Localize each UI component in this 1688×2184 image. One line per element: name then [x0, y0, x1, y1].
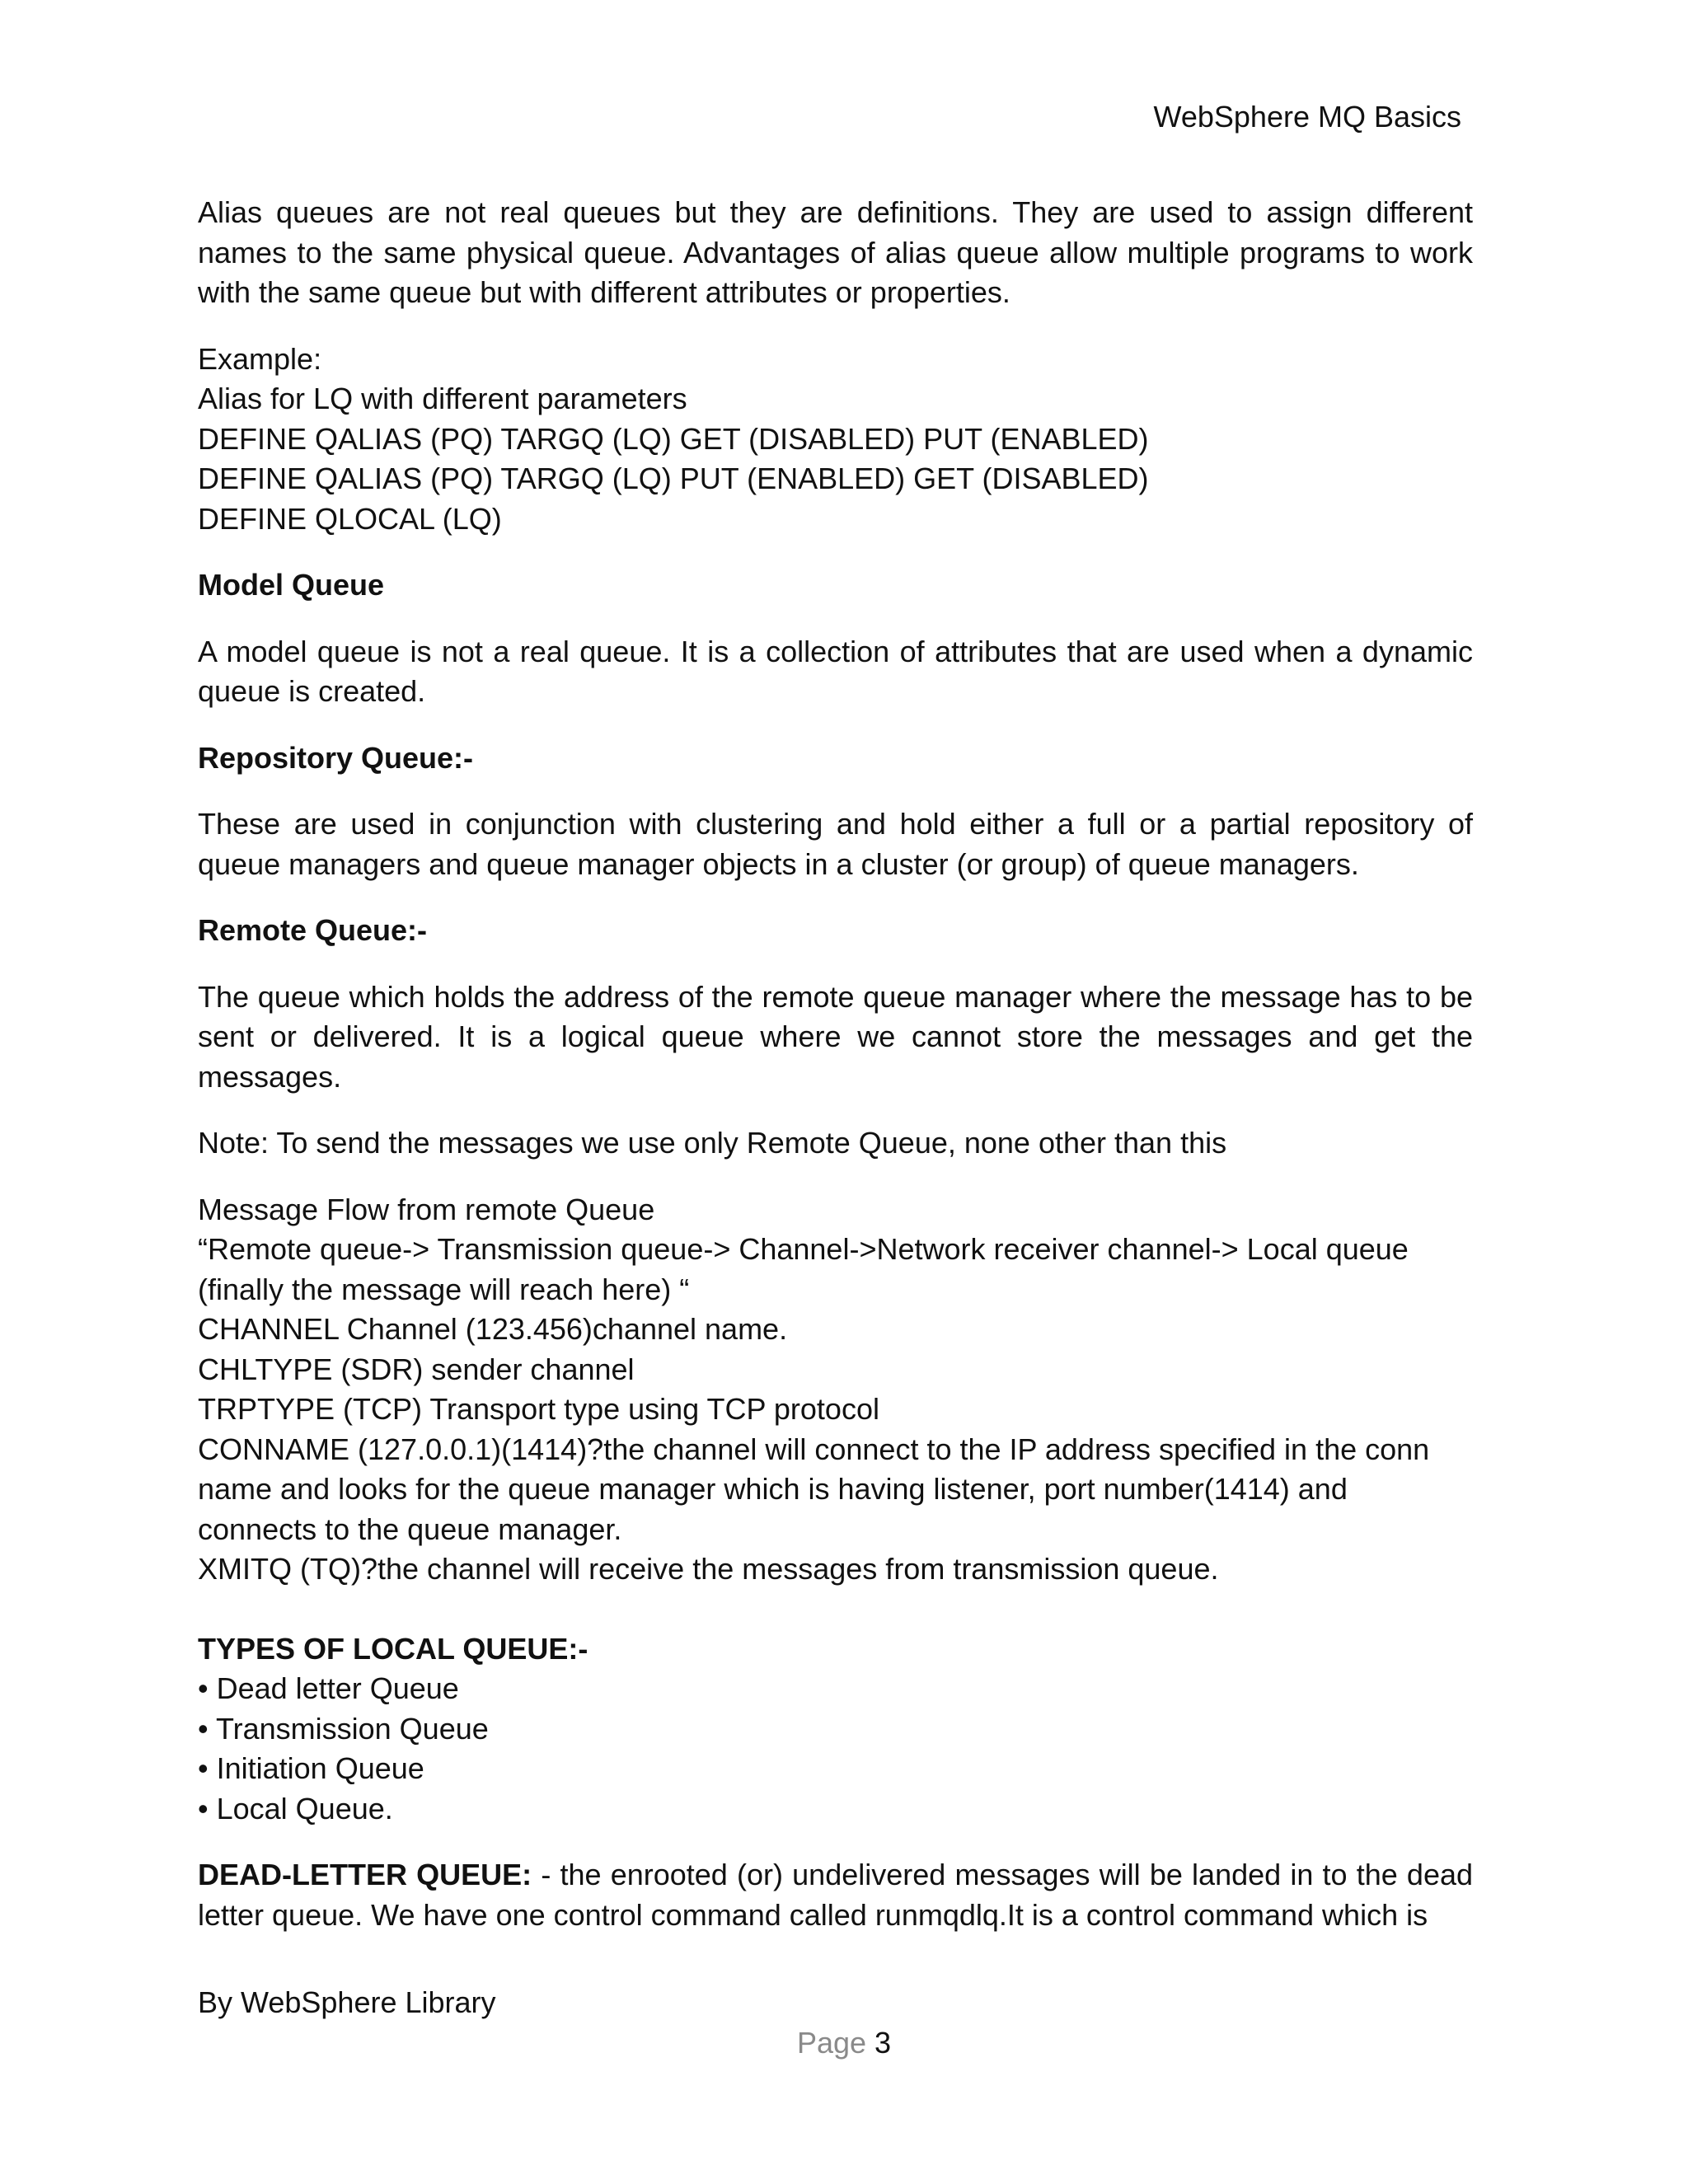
message-flow-line: CONNAME (127.0.0.1)(1414)?the channel will connect to the IP address specified in the conn	[198, 1432, 1430, 1466]
local-queue-type-item: • Dead letter Queue	[198, 1671, 459, 1705]
repository-queue-paragraph: These are used in conjunction with clustering and hold either a full or a partial repository of queue managers and queue manager objects in a cluster (or group) of queue managers.	[198, 807, 1473, 881]
local-queue-type-item: • Local Queue.	[198, 1791, 393, 1825]
alias-queue-paragraph: Alias queues are not real queues but they are definitions. They are used to assign different names to the same physical queue. Advantages of alias queue allow multiple programs to work with the same queue but with different attributes or properties.	[198, 195, 1473, 309]
page-label: Page	[796, 2026, 867, 2060]
footer-author: By WebSphere Library	[198, 1985, 496, 2019]
repository-queue-heading: Repository Queue:-	[198, 740, 474, 775]
example-block	[198, 340, 1473, 540]
message-flow-line: Message Flow from remote Queue	[198, 1192, 655, 1226]
message-flow-line: TRPTYPE (TCP) Transport type using TCP protocol	[198, 1392, 879, 1426]
example-line: Alias for LQ with different parameters	[198, 382, 687, 415]
page-number: 3	[874, 2026, 892, 2060]
blank-line	[198, 1590, 1473, 1629]
example-line: DEFINE QLOCAL (LQ)	[198, 501, 502, 536]
message-flow-line: name and looks for the queue manager which is having listener, port number(1414) and	[198, 1472, 1348, 1506]
example-line: DEFINE QALIAS (PQ) TARGQ (LQ) GET (DISABLED) PUT (ENABLED)	[198, 421, 1149, 456]
message-flow-line: (finally the message will reach here) “	[198, 1272, 690, 1306]
example-line: DEFINE QALIAS (PQ) TARGQ (LQ) PUT (ENABLED) GET (DISABLED)	[198, 462, 1149, 495]
dead-letter-text: - the enrooted (or) undelivered messages will be landed in to the dead letter queue. We have one control command called runmqdlq.It is a control command which is	[198, 1858, 1474, 1932]
model-queue-heading: Model Queue	[198, 568, 385, 602]
page-number-footer	[0, 2023, 1688, 2063]
example-line: Example:	[198, 341, 322, 376]
running-header: WebSphere MQ Basics	[1153, 100, 1461, 134]
message-flow-block	[198, 1190, 1473, 1830]
local-queue-type-item: • Transmission Queue	[198, 1711, 489, 1746]
remote-queue-heading: Remote Queue:-	[198, 913, 428, 947]
message-flow-line: connects to the queue manager.	[198, 1511, 622, 1546]
local-queue-types-heading: TYPES OF LOCAL QUEUE:-	[198, 1631, 588, 1666]
dead-letter-heading: DEAD-LETTER QUEUE:	[198, 1858, 532, 1891]
remote-queue-paragraph: The queue which holds the address of the remote queue manager where the message has to be sent or delivered. It is a logical queue where we cannot store the messages and get the messages.	[198, 979, 1473, 1094]
dead-letter-paragraph	[198, 1855, 1473, 1935]
message-flow-line: “Remote queue-> Transmission queue-> Channel->Network receiver channel-> Local queue	[198, 1232, 1409, 1266]
message-flow-line: CHLTYPE (SDR) sender channel	[198, 1352, 635, 1386]
message-flow-line: XMITQ (TQ)?the channel will receive the messages from transmission queue.	[198, 1552, 1219, 1586]
local-queue-type-item: • Initiation Queue	[198, 1751, 424, 1785]
page-body	[198, 193, 1473, 1961]
message-flow-line: CHANNEL Channel (123.456)channel name.	[198, 1312, 788, 1346]
remote-queue-note: Note: To send the messages we use only Remote Queue, none other than this	[198, 1126, 1227, 1160]
model-queue-paragraph: A model queue is not a real queue. It is a collection of attributes that are used when a dynamic queue is created.	[198, 634, 1473, 708]
